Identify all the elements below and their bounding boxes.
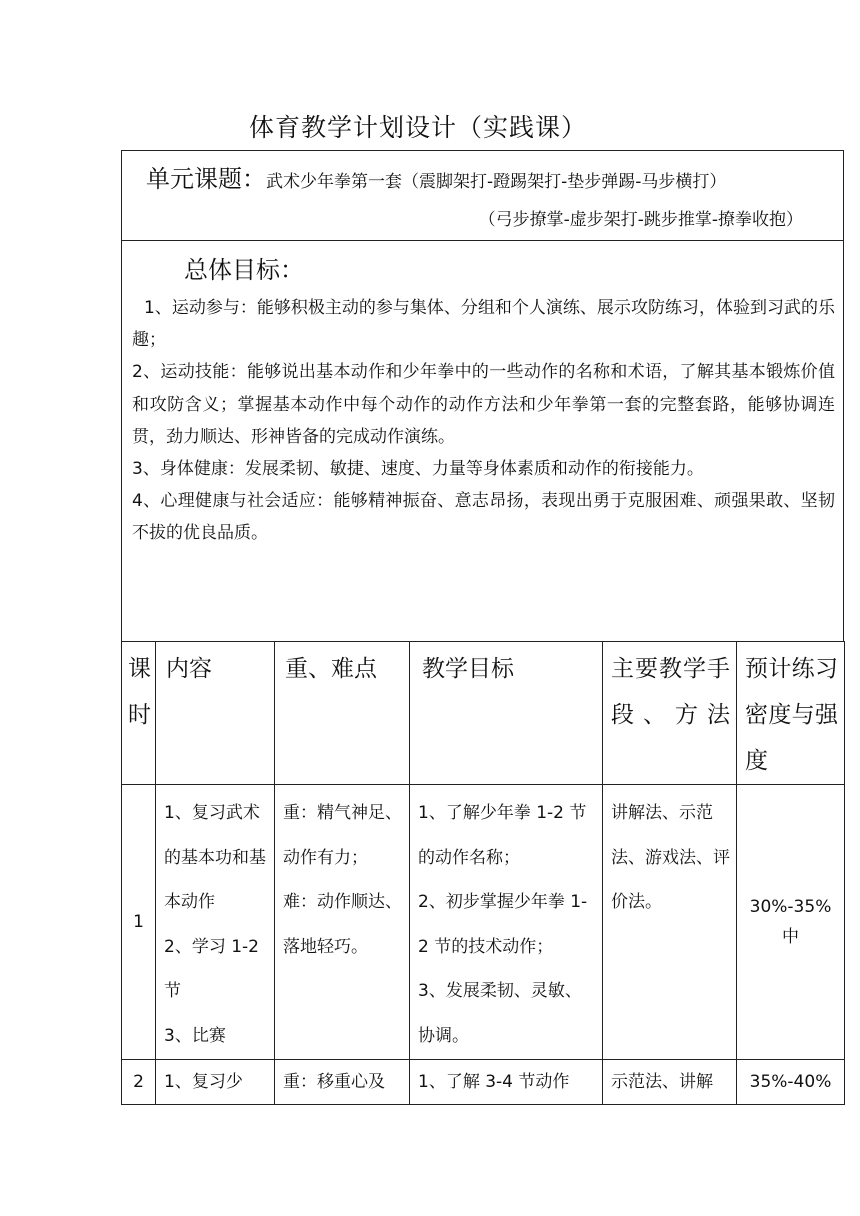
goal-item: 2、运动技能：能够说出基本动作和少年拳中的一些动作的名称和术语，了解其基本锻炼价值和攻防含义；掌握基本动作中每个动作的动作方法和少年拳第一套的完整套路，能够协调连贯，劲力顺达、形神皆备的完成动作演练。 <box>132 362 835 447</box>
header-density: 预计练习密度与强度 <box>737 642 845 785</box>
table-row <box>122 785 845 1060</box>
content-line: 2、学习 1-2 节 <box>164 936 259 1002</box>
unit-topic-line2: （弓步撩掌-虚步架打-跳步推掌-撩拳收抱） <box>478 210 803 230</box>
unit-topic-line1 <box>146 159 726 194</box>
lesson-number: 1 <box>122 785 156 1060</box>
lesson-plan-table <box>121 641 845 1105</box>
header-lesson: 课时 <box>122 642 156 785</box>
header-key-points: 重、难点 <box>275 642 410 785</box>
header-content: 内容 <box>156 642 275 785</box>
density-cell <box>737 785 845 1060</box>
key-points-cell: 重：移重心及 <box>275 1059 410 1104</box>
overall-goals-box <box>121 240 844 641</box>
overall-goals-heading: 总体目标： <box>184 256 304 284</box>
table-header-row <box>122 642 845 785</box>
objective-line: 2、初步掌握少年拳 1-2 节的技术动作； <box>418 892 588 957</box>
unit-topic-text: 武术少年拳第一套（震脚架打-蹬踢架打-垫步弹踢-马步横打） <box>266 172 727 192</box>
objective-line: 3、发展柔韧、灵敏、协调。 <box>418 981 582 1046</box>
content-cell <box>156 785 275 1060</box>
overall-goals-list <box>132 292 835 550</box>
unit-topic-label: 单元课题： <box>146 165 266 193</box>
key-point-line: 重：精气神足、动作有力； <box>283 803 402 868</box>
density-value: 30%-35% <box>749 896 832 917</box>
key-points-cell <box>275 785 410 1060</box>
key-point-line: 难：动作顺达、落地轻巧。 <box>283 892 402 957</box>
content-cell: 1、复习少 <box>156 1059 275 1104</box>
content-line: 1、复习武术的基本功和基本动作 <box>164 803 266 913</box>
methods-cell: 示范法、讲解 <box>603 1059 737 1104</box>
header-objectives: 教学目标 <box>410 642 603 785</box>
objectives-cell: 1、了解 3-4 节动作 <box>410 1059 603 1104</box>
goal-item: 4、心理健康与社会适应：能够精神振奋、意志昂扬，表现出勇于克服困难、顽强果敢、坚韧不拔的优良品质。 <box>132 491 835 544</box>
goal-item: 3、身体健康：发展柔韧、敏捷、速度、力量等身体素质和动作的衔接能力。 <box>132 459 704 480</box>
density-cell: 35%-40% <box>737 1059 845 1104</box>
intensity-value: 中 <box>782 926 799 947</box>
table-row <box>122 1059 845 1104</box>
lesson-number: 2 <box>122 1059 156 1104</box>
goal-item: 1、运动参与：能够积极主动的参与集体、分组和个人演练、展示攻防练习，体验到习武的乐趣； <box>132 298 835 351</box>
content-line: 3、比赛 <box>164 1025 226 1046</box>
methods-cell: 讲解法、示范法、游戏法、评价法。 <box>603 785 737 1060</box>
objective-line: 1、了解少年拳 1-2 节的动作名称； <box>418 803 587 868</box>
header-methods: 主要教学手段、方法 <box>603 642 737 785</box>
page-title: 体育教学计划设计（实践课） <box>248 113 587 142</box>
objectives-cell <box>410 785 603 1060</box>
unit-topic-box <box>121 150 844 241</box>
